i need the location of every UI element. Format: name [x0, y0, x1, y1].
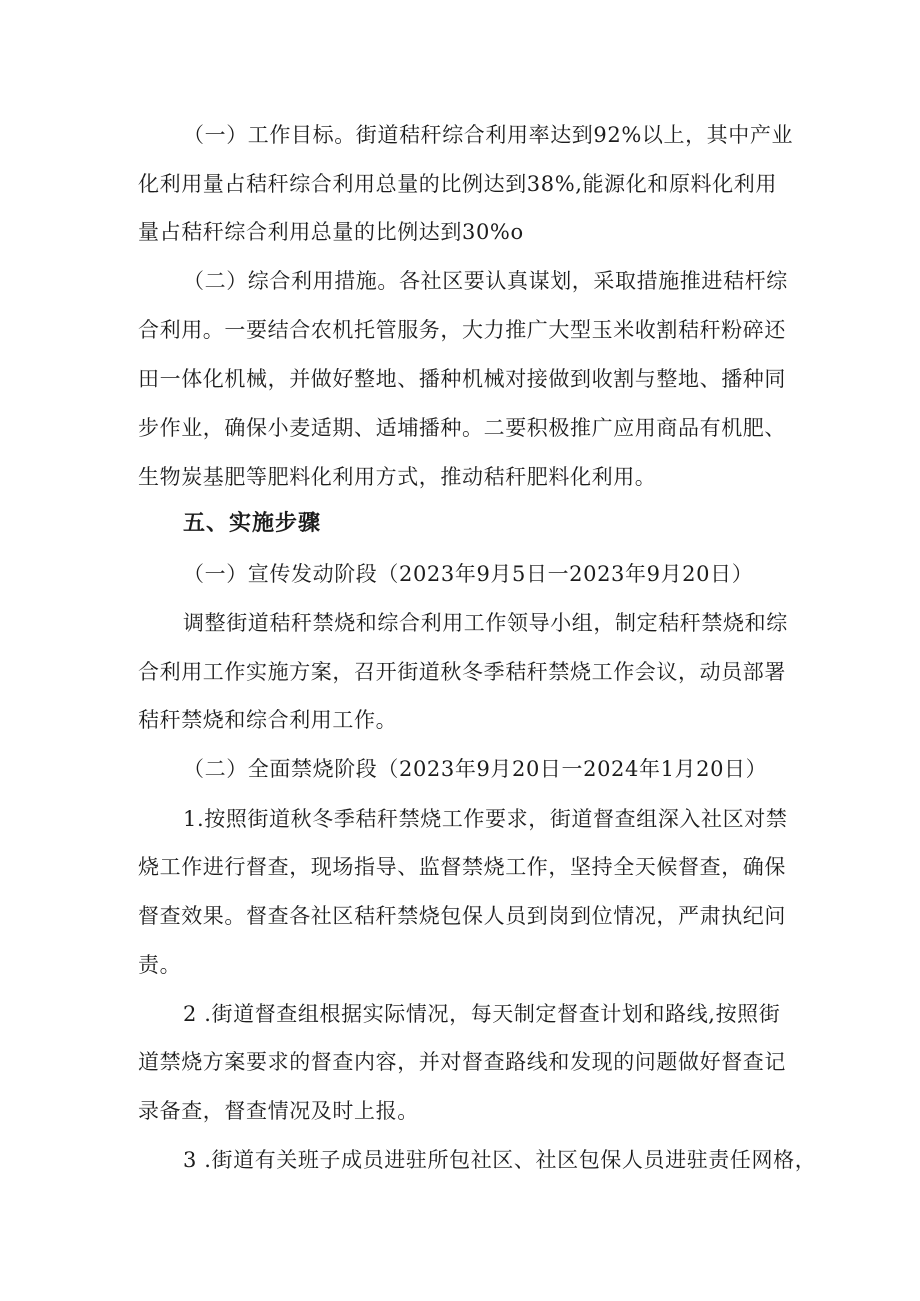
item-1-line-3: 督查效果。督查各社区秸秆禁烧包保人员到岗到位情况，严肃执纪问 [138, 904, 786, 928]
paragraph-goal-line-3: 量占秸秆综合利用总量的比例达到30%o [138, 220, 524, 244]
stage-one-title: （一）宣传发动阶段（2023年9月5日一2023年9月20日） [183, 562, 754, 586]
paragraph-stage-one-line-2: 合利用工作实施方案，召开街道秋冬季秸秆禁烧工作会议，动员部署 [138, 660, 786, 684]
section-heading: 五、实施步骤 [183, 511, 322, 536]
paragraph-measures-line-2: 合利用。一要结合农机托管服务，大力推广大型玉米收割秸秆粉碎还 [138, 318, 786, 342]
item-2-line-2: 道禁烧方案要求的督查内容，并对督查路线和发现的问题做好督查记 [138, 1050, 786, 1074]
paragraph-measures-line-4: 步作业，确保小麦适期、适埔播种。二要积极推广应用商品有机肥、 [138, 416, 786, 440]
paragraph-goal-line-2: 化利用量占秸秆综合利用总量的比例达到38%,能源化和原料化利用 [138, 172, 777, 196]
item-1-line-2: 烧工作进行督查，现场指导、监督禁烧工作，坚持全天候督查，确保 [138, 855, 786, 879]
paragraph-stage-one-line-1: 调整街道秸秆禁烧和综合利用工作领导小组，制定秸秆禁烧和综 [183, 611, 788, 635]
item-2-line-1: 2 .街道督查组根据实际情况，每天制定督查计划和路线,按照街 [183, 1002, 781, 1026]
item-2-line-3: 录备查，督查情况及时上报。 [138, 1099, 419, 1123]
paragraph-measures-line-5: 生物炭基肥等肥料化利用方式，推动秸秆肥料化利用。 [138, 465, 657, 489]
item-3-line-1: 3 .街道有关班子成员进驻所包社区、社区包保人员进驻责任网格， [183, 1148, 817, 1172]
paragraph-measures-line-1: （二）综合利用措施。各社区要认真谋划，采取措施推进秸杆综 [183, 269, 788, 293]
item-1-line-1: 1.按照街道秋冬季秸秆禁烧工作要求，街道督查组深入社区对禁 [183, 807, 788, 831]
stage-two-title: （二）全面禁烧阶段（2023年9月20日一2024年1月20日） [183, 757, 768, 781]
item-1-line-4: 责。 [138, 953, 182, 977]
paragraph-stage-one-line-3: 秸秆禁烧和综合利用工作。 [138, 708, 398, 732]
paragraph-goal-line-1: （一）工作目标。街道秸秆综合利用率达到92%以上，其中产业 [183, 123, 794, 147]
paragraph-measures-line-3: 田一体化机械，并做好整地、播种机械对接做到收割与整地、播种同 [138, 367, 786, 391]
